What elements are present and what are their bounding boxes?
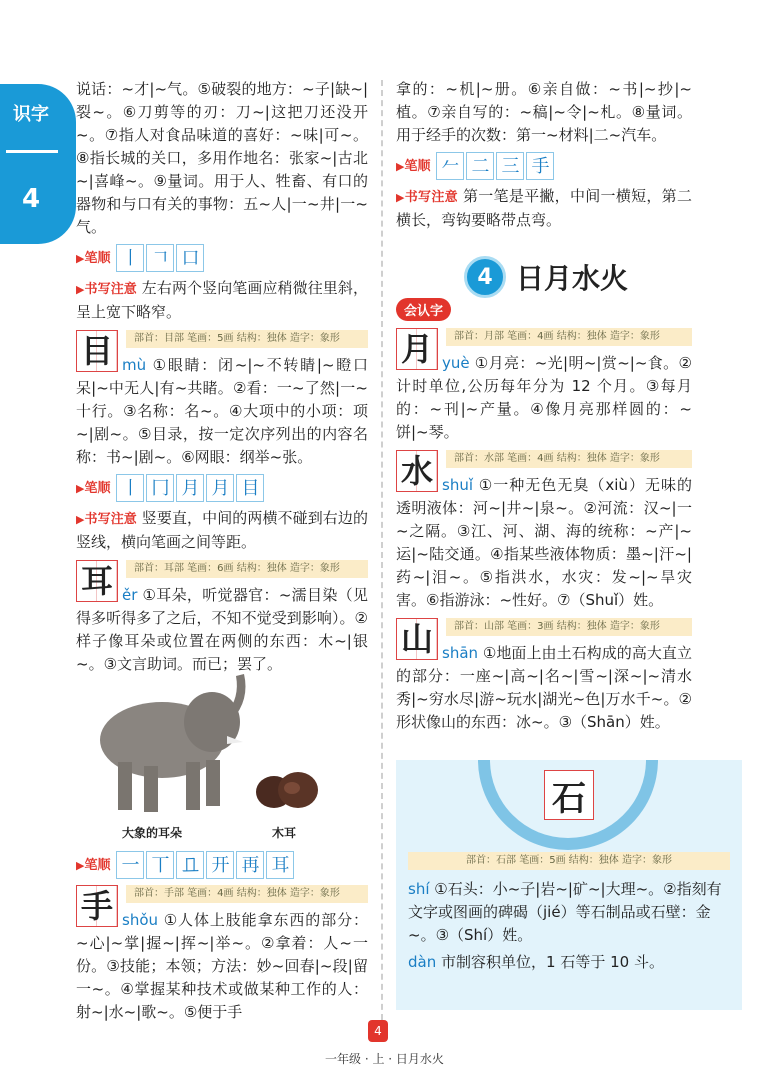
- shou-definition-continued: 拿的：~机|~册。⑥亲自做：~书|~抄|~植。⑦亲自写的：~稿|~令|~札。⑧量词。用于经手的次数：第一~材料|二~汽车。: [396, 80, 692, 144]
- elephant-image: [82, 670, 262, 820]
- shan-character: 山: [396, 618, 438, 660]
- stroke-box: 丨: [116, 244, 144, 272]
- stroke-order-label: 笔顺: [404, 158, 431, 174]
- stroke-box: 一: [116, 851, 144, 879]
- kou-writing-note: ▶书写注意 左右两个竖向笔画应稍微往里斜，呈上宽下略窄。: [76, 279, 368, 321]
- stroke-box: 月: [206, 474, 234, 502]
- stroke-order-label: 笔顺: [84, 250, 111, 266]
- stroke-box: 𠂉: [436, 152, 464, 180]
- left-column: [76, 78, 368, 676]
- shi-entry-panel: [396, 760, 742, 1010]
- shui-character: 水: [396, 450, 438, 492]
- er-definition: ěr ①耳朵，听觉器官：~濡目染（见得多听得多了之后，不知不觉受到影响）。②样子像耳朵或位置在两侧的东西：木~|银~。③文言助词。而已；罢了。: [76, 586, 368, 673]
- side-tab: [0, 84, 76, 244]
- shou-character: 手: [76, 885, 118, 927]
- stroke-box: 开: [206, 851, 234, 879]
- stroke-box: 手: [526, 152, 554, 180]
- shou-stroke-order: [396, 152, 692, 180]
- page-footer: 一年级 · 上 · 日月水火: [325, 1052, 444, 1066]
- right-column-top: [396, 78, 692, 232]
- fungus-image: [252, 768, 322, 814]
- lesson-title: [464, 256, 628, 298]
- stroke-order-label: 笔顺: [84, 857, 111, 873]
- right-column-entries: [396, 322, 692, 734]
- page-number: 4: [368, 1020, 388, 1042]
- er-stroke-order: [76, 851, 368, 879]
- fungus-caption: 木耳: [272, 826, 297, 840]
- stroke-box: 三: [496, 152, 524, 180]
- stroke-box: 𠀃: [176, 851, 204, 879]
- shi-attributes: 部首：石部 笔画：5画 结构：独体 造字：象形: [408, 852, 730, 870]
- shou-attributes: 部首：手部 笔画：4画 结构：独体 造字：象形: [126, 885, 368, 903]
- triangle-icon: ▶: [396, 159, 405, 173]
- shi-definitions: [408, 878, 732, 974]
- stroke-box: 𠃍: [146, 244, 174, 272]
- section-badge: 会认字: [396, 298, 451, 321]
- side-tab-label: 识字: [13, 104, 49, 125]
- shou-definition: shǒu ①人体上肢能拿东西的部分：~心|~掌|握~|挥~|举~。②拿着：人~一份。③技能；本领；方法：妙~回春|~段|留一~。④掌握某种技术或做某种工作的人：射~|水~|歌~。⑤便于手: [76, 911, 368, 1021]
- er-character: 耳: [76, 560, 118, 602]
- shi-definition-2: dàn 市制容积单位，1 石等于 10 斗。: [408, 953, 664, 971]
- yue-definition: yuè ①月亮：~光|明~|赏~|~食。②计时单位,公历每年分为 12 个月。③每月的：~刊|~产量。④像月亮那样圆的：~饼|~琴。: [396, 354, 692, 441]
- yue-attributes: 部首：月部 笔画：4画 结构：独体 造字：象形: [446, 328, 692, 346]
- side-tab-divider: [6, 150, 58, 153]
- shou-writing-note: ▶书写注意 第一笔是平撇，中间一横短，第二横长，弯钩要略带点弯。: [396, 187, 692, 229]
- stroke-box: 丅: [146, 851, 174, 879]
- mu-attributes: 部首：目部 笔画：5画 结构：独体 造字：象形: [126, 330, 368, 348]
- lesson-title-text: 日月水火: [516, 262, 629, 295]
- triangle-icon: ▶: [76, 858, 85, 872]
- shi-character: 石: [544, 770, 594, 820]
- shan-attributes: 部首：山部 笔画：3画 结构：独体 造字：象形: [446, 618, 692, 636]
- stroke-box: 口: [176, 244, 204, 272]
- mu-character: 目: [76, 330, 118, 372]
- shui-definition: shuǐ ①一种无色无臭（xiù）无味的透明液体：河~|井~|泉~。②河流：汉~|一~之隔。③江、河、湖、海的统称：~产|~运|~陆交通。④指某些液体物质：墨~|汗~|药~|泪~。⑤指洪水，水灾：发~|~旱灾害。⑥指游泳：~性好。⑦（Shuǐ）姓。: [396, 476, 692, 609]
- stroke-box: 丨: [116, 474, 144, 502]
- er-attributes: 部首：耳部 笔画：6画 结构：独体 造字：象形: [126, 560, 368, 578]
- elephant-caption: 大象的耳朵: [122, 826, 183, 840]
- triangle-icon: ▶: [76, 251, 85, 265]
- stroke-order-label: 笔顺: [84, 480, 111, 496]
- left-column-lower: [76, 846, 368, 1024]
- column-divider: [381, 80, 383, 1030]
- kou-definition-continued: 说话：~才|~气。⑤破裂的地方：~子|缺~|裂~。⑥刀剪等的刃：刀~|这把刀还没开~。⑦指人对食品味道的喜好：~味|可~。⑧指长城的关口，多用作地名：张家~|古北~|喜峰~。⑨量词。用于人、牲畜、有口的器物和与口有关的事物：五~人|一~井|一~气。: [76, 80, 368, 236]
- stroke-box: 二: [466, 152, 494, 180]
- lesson-number-badge: 4: [464, 256, 506, 298]
- stroke-box: 再: [236, 851, 264, 879]
- shi-definition-1: shí ①石头：小~子|岩~|矿~|大理~。②指刻有文字或图画的碑碣（jié）等石制品或石壁：金~。③（Shí）姓。: [408, 880, 722, 944]
- stroke-box: 耳: [266, 851, 294, 879]
- shan-definition: shān ①地面上由土石构成的高大直立的部分：一座~|高~|名~|雪~|深~|~清水秀|~穷水尽|游~玩水|湖光~色|万水千~。②形状像山的东西：冰~。③（Shān）姓。: [396, 644, 692, 731]
- shui-attributes: 部首：水部 笔画：4画 结构：独体 造字：象形: [446, 450, 692, 468]
- stroke-box: 月: [176, 474, 204, 502]
- stroke-box: 冂: [146, 474, 174, 502]
- mu-stroke-order: [76, 474, 368, 502]
- stroke-box: 目: [236, 474, 264, 502]
- mu-definition: mù ①眼睛：闭~|~不转睛|~瞪口呆|~中无人|有~共睹。②看：一~了然|一~十行。③名称：名~。④大项中的小项：项~|剧~。⑤目录，按一定次序列出的内容名称：书~|剧~。⑥网眼：纲举~张。: [76, 356, 368, 466]
- kou-stroke-order: [76, 244, 368, 272]
- mu-writing-note: ▶书写注意 竖要直，中间的两横不碰到右边的竖线，横向笔画之间等距。: [76, 509, 368, 551]
- yue-character: 月: [396, 328, 438, 370]
- side-tab-number: 4: [21, 184, 41, 214]
- triangle-icon: ▶: [76, 481, 85, 495]
